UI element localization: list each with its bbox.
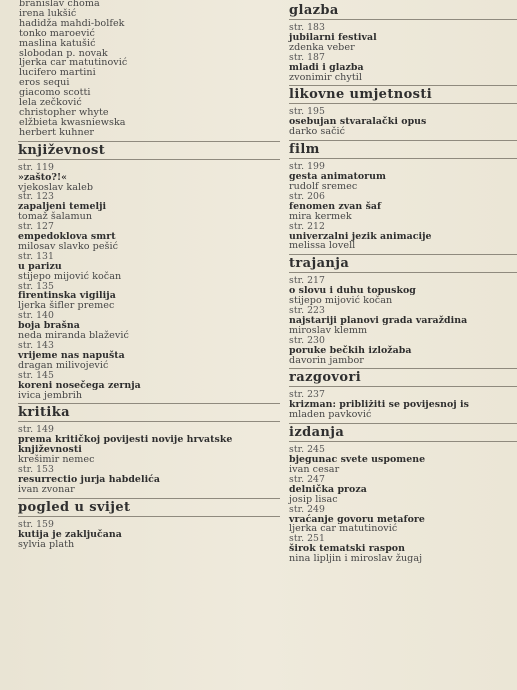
entry-title: univerzalni jezik animacije bbox=[289, 230, 432, 242]
list-item: ljerka car matutinović bbox=[19, 57, 128, 69]
page-ref: str. 217 bbox=[289, 275, 325, 287]
entry-author: tomaž šalamun bbox=[18, 211, 93, 223]
page-ref: str. 131 bbox=[18, 250, 54, 262]
list-item: elžbieta kwasniewska bbox=[19, 116, 126, 128]
section-glazba bbox=[289, 23, 517, 82]
entry-author: josip lisac bbox=[289, 493, 338, 505]
entry-title-continued: književnosti bbox=[18, 444, 82, 456]
section-kritika bbox=[18, 425, 280, 494]
right-column bbox=[289, 0, 517, 564]
list-item: christopher whyte bbox=[19, 106, 109, 118]
section-heading-izdanja: izdanja bbox=[289, 423, 517, 442]
page-ref: str. 249 bbox=[289, 503, 325, 515]
section-heading-kritika: kritika bbox=[18, 403, 280, 422]
page-ref: str. 223 bbox=[289, 305, 325, 317]
page-ref: str. 183 bbox=[289, 22, 325, 33]
entry-title: vrijeme nas napušta bbox=[18, 349, 125, 361]
page-ref: str. 149 bbox=[18, 424, 54, 436]
list-item: herbert kuhner bbox=[19, 126, 95, 138]
entry-author: dragan milivojević bbox=[18, 359, 109, 371]
list-item: lucifero martini bbox=[19, 67, 96, 79]
page-ref: str. 245 bbox=[289, 444, 325, 456]
page-ref: str. 237 bbox=[289, 389, 325, 401]
entry-title: kutija je zaključana bbox=[18, 528, 122, 540]
page-ref: str. 247 bbox=[289, 473, 325, 485]
section-heading-likovne: likovne umjetnosti bbox=[289, 85, 517, 104]
section-razgovori bbox=[289, 390, 517, 420]
page-ref: str. 135 bbox=[18, 280, 54, 292]
list-item: slobodan p. novak bbox=[19, 47, 108, 59]
page-ref: str. 153 bbox=[18, 464, 54, 476]
entry-title: prema kritičkoj povijesti novije hrvatske bbox=[18, 434, 233, 446]
entry-author: melissa lovell bbox=[289, 240, 356, 252]
section-heading-razgovori: razgovori bbox=[289, 368, 517, 387]
entry-author: stijepo mijović kočan bbox=[18, 270, 122, 282]
section-izdanja bbox=[289, 445, 517, 564]
page-ref: str. 145 bbox=[18, 369, 54, 381]
entry-author: stijepo mijović kočan bbox=[289, 295, 393, 307]
list-item: eros sequi bbox=[19, 77, 70, 89]
entry-author: ivica jembrih bbox=[18, 389, 83, 401]
entry-author: vjekoslav kaleb bbox=[18, 181, 94, 193]
section-heading-trajanja: trajanja bbox=[289, 254, 517, 273]
page-ref: str. 206 bbox=[289, 190, 325, 202]
list-item: branislav choma bbox=[19, 0, 100, 9]
entry-author: milosav slavko pešić bbox=[18, 240, 119, 252]
entry-title: gesta animatorum bbox=[289, 171, 386, 183]
entry-title: firentinska vigilija bbox=[18, 290, 116, 302]
section-film bbox=[289, 162, 517, 251]
entry-author: mira kermek bbox=[289, 210, 352, 222]
list-item: lela zečković bbox=[19, 97, 82, 109]
entry-title: bjegunac svete uspomene bbox=[289, 454, 426, 466]
entry-title: jubilarni festival bbox=[289, 31, 377, 43]
page-ref: str. 199 bbox=[289, 161, 325, 173]
entry-author: rudolf sremec bbox=[289, 180, 358, 192]
entry-author: nina lipljin i miroslav žugaj bbox=[289, 553, 423, 565]
page-ref: str. 212 bbox=[289, 220, 325, 232]
entry-title: koreni nosečega zernja bbox=[18, 379, 141, 391]
contributor-list bbox=[18, 0, 280, 138]
entry-title: poruke bečkih izložaba bbox=[289, 344, 412, 356]
entry-title: najstariji planovi grada varaždina bbox=[289, 314, 468, 326]
page-ref: str. 159 bbox=[18, 518, 54, 530]
page-ref: str. 127 bbox=[18, 221, 54, 233]
entry-title: krizman: približiti se povijesnoj is bbox=[289, 400, 469, 411]
section-heading-film: film bbox=[289, 140, 517, 159]
entry-title: zapaljeni temelji bbox=[18, 201, 107, 213]
entry-author: darko sačić bbox=[289, 126, 346, 138]
entry-author: ivan cesar bbox=[289, 464, 340, 475]
page-ref: str. 251 bbox=[289, 533, 325, 545]
list-item: tonko maroević bbox=[19, 27, 95, 39]
page-ref: str. 119 bbox=[18, 161, 54, 173]
entry-author: neda miranda blažević bbox=[18, 330, 129, 342]
entry-author: zdenka veber bbox=[289, 41, 355, 53]
entry-author: sylvia plath bbox=[18, 538, 75, 550]
entry-author: ivan zvonar bbox=[18, 483, 75, 495]
page-ref: str. 123 bbox=[18, 191, 54, 203]
list-item: irena lukšić bbox=[19, 7, 77, 19]
entry-author: ljerka car matutinović bbox=[289, 523, 398, 535]
section-heading-glazba: glazba bbox=[289, 2, 517, 20]
entry-author: miroslav klemm bbox=[289, 324, 368, 336]
entry-title: vraćanje govoru metafore bbox=[289, 513, 425, 525]
entry-author: krešimir nemec bbox=[18, 454, 95, 466]
entry-title: resurrectio jurja habdelića bbox=[18, 473, 161, 485]
left-column bbox=[18, 0, 280, 550]
page-ref: str. 195 bbox=[289, 106, 325, 118]
entry-title: o slovu i duhu topuskog bbox=[289, 285, 416, 297]
page-ref: str. 140 bbox=[18, 310, 54, 322]
entry-title: boja brašna bbox=[18, 320, 80, 332]
section-heading-pogled: pogled u svijet bbox=[18, 498, 280, 517]
section-heading-knjizevnost: književnost bbox=[18, 141, 280, 160]
entry-author: zvonimir chytil bbox=[289, 71, 363, 83]
list-item: hadidža mahdi-bolfek bbox=[19, 17, 125, 29]
entry-title: »zašto?!« bbox=[18, 171, 68, 183]
entry-author: ljerka šifler premec bbox=[18, 300, 115, 312]
section-knjizevnost bbox=[18, 163, 280, 401]
entry-author: davorin jambor bbox=[289, 354, 364, 366]
entry-title: širok tematski raspon bbox=[289, 543, 405, 555]
section-pogled bbox=[18, 520, 280, 550]
entry-title: mladi i glazba bbox=[289, 61, 364, 73]
page-ref: str. 230 bbox=[289, 334, 325, 346]
entry-author: mladen pavković bbox=[289, 409, 372, 421]
entry-title: osebujan stvaralački opus bbox=[289, 116, 427, 128]
entry-title: u parizu bbox=[18, 260, 62, 272]
entry-title: delnička proza bbox=[289, 483, 367, 495]
list-item: giacomo scotti bbox=[19, 87, 91, 99]
entry-title: empedoklova smrt bbox=[18, 231, 116, 243]
section-trajanja bbox=[289, 276, 517, 365]
page-ref: str. 187 bbox=[289, 51, 325, 63]
entry-title: fenomen zvan šaf bbox=[289, 200, 382, 212]
list-item: maslina katušić bbox=[19, 37, 96, 49]
section-likovne bbox=[289, 107, 517, 137]
page-ref: str. 143 bbox=[18, 340, 54, 351]
